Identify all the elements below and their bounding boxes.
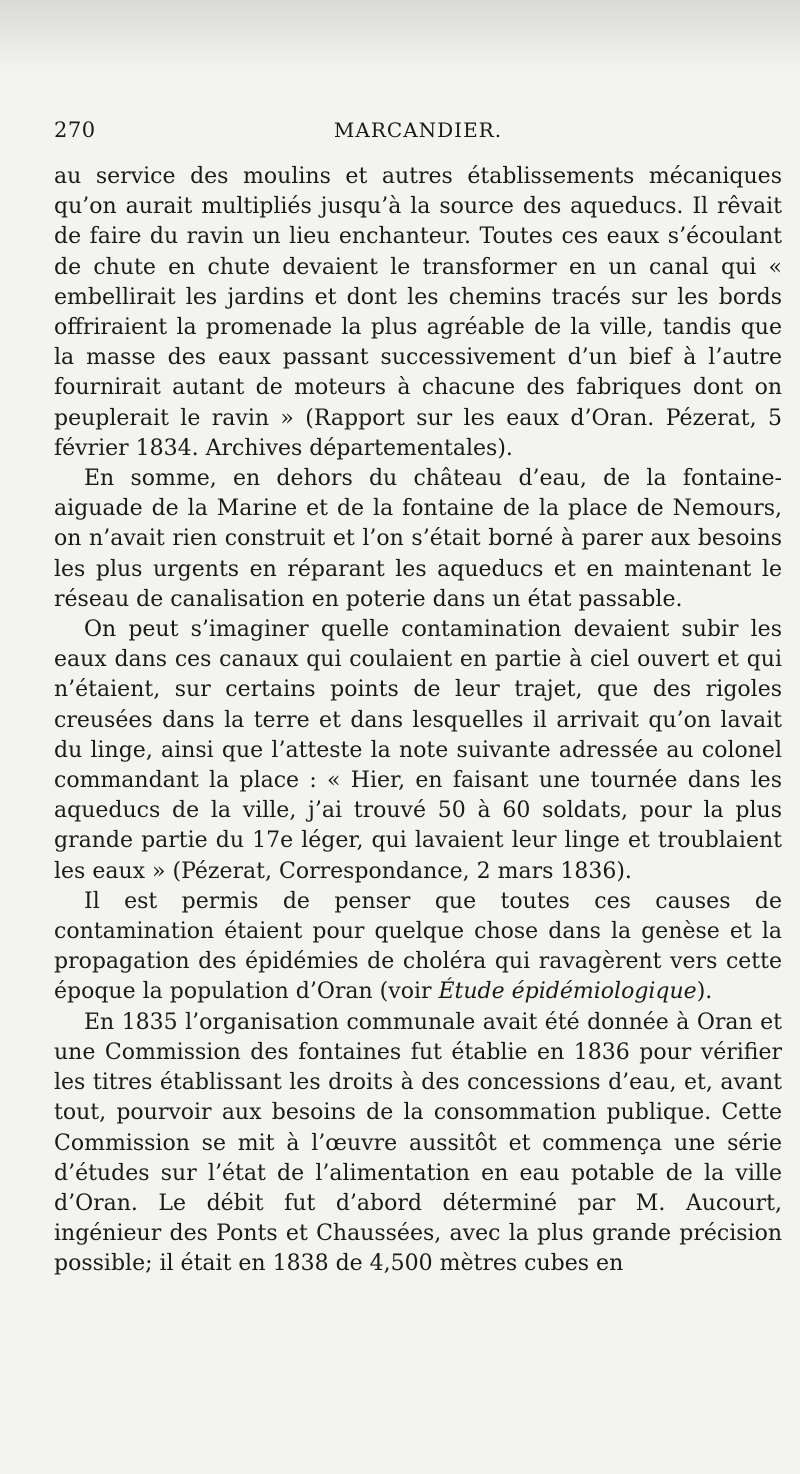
scan-top-edge xyxy=(0,0,800,70)
paragraph-contamination: On peut s’imaginer quelle contamination devaient subir les eaux dans ces canaux qui coulaient en partie à ciel ouvert et qui n’étaient, sur certains points de leur trajet, que des rigoles creusées dans la terre et dans lesquelles il arrivait qu’on lavait du linge, ainsi que l’atteste la note suivante adressée au colonel commandant la place : « Hier, en faisant une tournée dans les aqueducs de la ville, j’ai trouvé 50 à 60 soldats, pour la plus grande partie du 17e léger, qui lavaient leur linge et troublaient les eaux » (Pézerat, Correspondance, 2 mars 1836). xyxy=(54,617,782,884)
body-text xyxy=(54,162,782,1280)
page-number: 270 xyxy=(54,118,96,142)
paragraph-mills: au service des moulins et autres établissements mécaniques qu’on aurait multipliés jusqu’à la source des aqueducs. Il rêvait de faire du ravin un lieu enchanteur. Toutes ces eaux s’écoulant de chute en chute devaient le transformer en un canal qui « embellirait les jardins et dont les chemins tracés sur les bords offriraient la promenade la plus agréable de la ville, tandis que la masse des eaux passant successivement d’un bief à l’autre fournirait autant de moteurs à chacune des fabriques dont on peuplerait le ravin » (Rapport sur les eaux d’Oran. Pézerat, 5 février 1834. Archives départementales). xyxy=(54,164,782,461)
running-head xyxy=(54,118,782,158)
paragraph-cholera-end: ). xyxy=(696,979,713,1005)
paragraph-cholera xyxy=(54,887,782,1008)
paragraph-cholera-text: Il est permis de penser que toutes ces causes de contamination étaient pour quelque chose dans la genèse et la propagation des épidémies de choléra qui ravagèrent vers cette époque la population d’Oran (voir xyxy=(54,888,782,1005)
running-title: MARCANDIER. xyxy=(333,118,503,142)
book-page xyxy=(54,118,782,1280)
paragraph-commission: En 1835 l’organisation communale avait été donnée à Oran et une Commission des fontaines fut établie en 1836 pour vérifier les titres établissant les droits à des concessions d’eau, et, avant tout, pourvoir aux besoins de la consommation publique. Cette Commission se mit à l’œuvre aussitôt et commença une série d’études sur l’état de l’alimentation en eau potable de la ville d’Oran. Le débit fut d’abord déterminé par M. Aucourt, ingénieur des Ponts et Chaussées, avec la plus grande précision possible; il était en 1838 de 4,500 mètres cubes en xyxy=(54,1009,782,1277)
paragraph-summary: En somme, en dehors du château d’eau, de la fontaine-aiguade de la Marine et de la fontaine de la place de Nemours, on n’avait rien construit et l’on s’était borné à parer aux besoins les plus urgents en réparant les aqueducs et en maintenant le réseau de canalisation en poterie dans un état passable. xyxy=(54,466,782,612)
epidemiological-study-reference: Étude épidémiologique xyxy=(438,979,697,1005)
